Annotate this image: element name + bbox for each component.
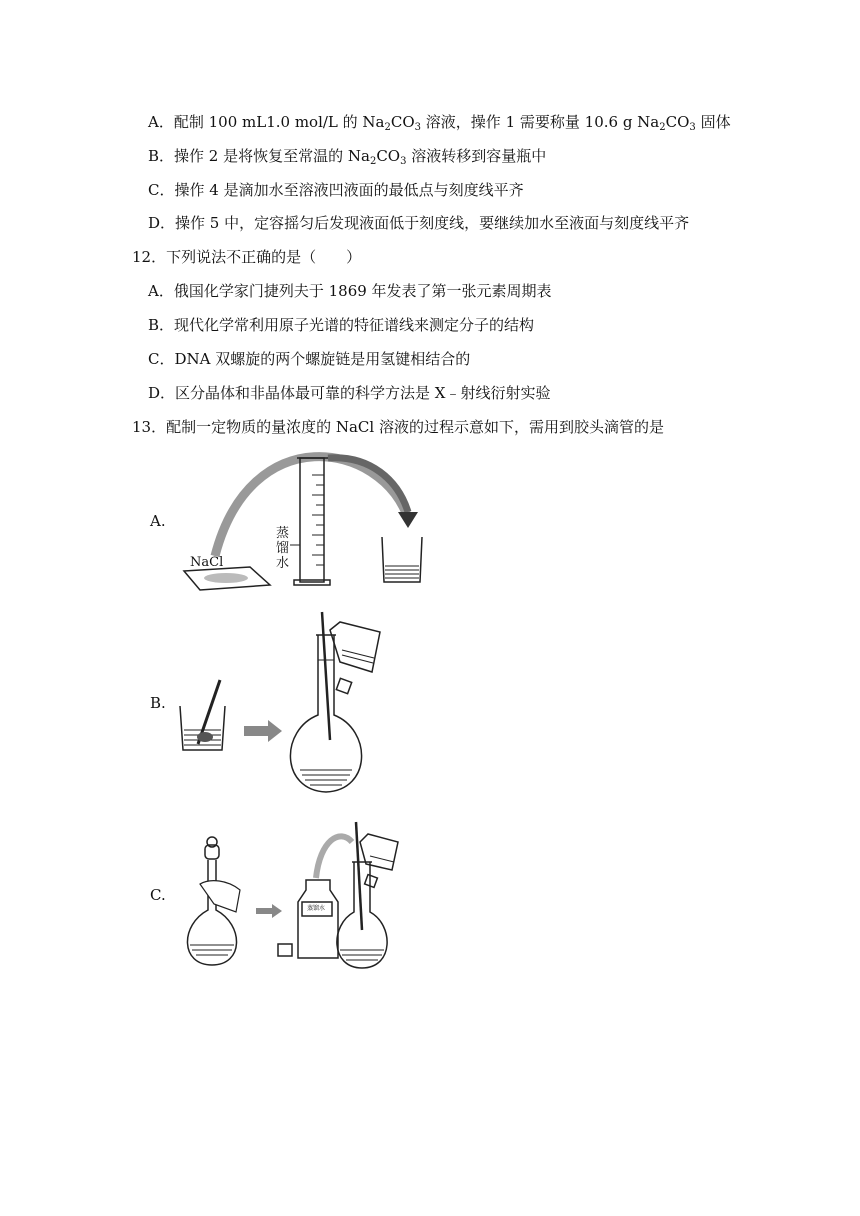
nacl-label: NaCl — [190, 555, 224, 570]
figure-label-b: B. — [150, 694, 166, 712]
transfer-arrow-c — [316, 836, 352, 878]
arrow-head — [398, 512, 418, 528]
figure-label-a: A. — [150, 512, 166, 530]
hand — [200, 881, 240, 912]
q11-option-c: C．操作 4 是滴加水至溶液凹液面的最低点与刻度线平齐 — [148, 181, 524, 199]
q11-option-a: A．配制 100 mL1.0 mol/L 的 $Na_2CO_3$ 溶液，操作 1 需要称量 10.6 g $Na_2CO_3$ 固体 — [148, 113, 731, 133]
q12-option-c: C．DNA 双螺旋的两个螺旋链是用氢键相结合的 — [148, 350, 471, 368]
q11-option-b: B．操作 2 是将恢复至常温的 $Na_2CO_3$ 溶液转移到容量瓶中 — [148, 147, 547, 167]
volumetric-flask-b — [290, 612, 380, 792]
beaker-b — [180, 680, 225, 750]
step-arrow-b — [244, 720, 282, 742]
volumetric-flask-c — [337, 822, 398, 968]
figure-a — [184, 457, 422, 590]
graduated-cylinder — [290, 458, 330, 585]
distilled-water-label: 蒸 馏 水 — [276, 526, 290, 571]
transfer-arrow-water — [328, 458, 408, 512]
step-arrow-c — [256, 904, 282, 918]
flask-being-shaken — [187, 837, 240, 965]
stopper — [278, 944, 292, 956]
q12-option-d: D．区分晶体和非晶体最可靠的科学方法是 X﹣射线衍射实验 — [148, 384, 551, 402]
distilled-water-bottle — [298, 880, 338, 958]
figure-c — [187, 822, 398, 968]
q12-stem: 12．下列说法不正确的是（ ） — [132, 248, 362, 266]
nacl-pile — [204, 573, 248, 583]
figure-b — [180, 612, 380, 792]
q12-option-b: B．现代化学常利用原子光谱的特征谱线来测定分子的结构 — [148, 316, 535, 334]
figure-label-c: C. — [150, 886, 166, 904]
q13-stem: 13．配制一定物质的量浓度的 NaCl 溶液的过程示意如下，需用到胶头滴管的是 — [132, 418, 664, 436]
beaker-a — [382, 537, 422, 582]
q11-option-d: D．操作 5 中，定容摇匀后发现液面低于刻度线，要继续加水至液面与刻度线平齐 — [148, 214, 690, 232]
bottle-label: 蒸馏水 — [306, 905, 325, 912]
q12-option-a: A．俄国化学家门捷列夫于 1869 年发表了第一张元素周期表 — [148, 282, 552, 300]
